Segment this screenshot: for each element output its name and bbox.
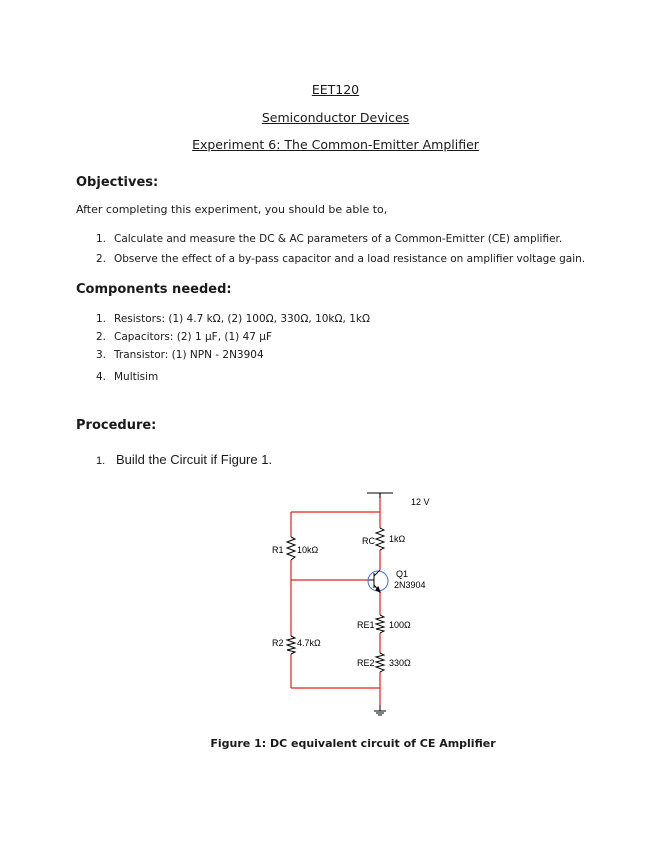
list-item: 2. Capacitors: (2) 1 µF, (1) 47 µF xyxy=(96,331,273,343)
experiment-title: Experiment 6: The Common-Emitter Amplifier xyxy=(192,137,479,152)
course-code: EET120 xyxy=(311,82,360,97)
re2-value: 330Ω xyxy=(389,658,411,668)
re2-resistor xyxy=(376,653,384,672)
re1-name: RE1 xyxy=(357,620,375,630)
r2-value: 4.7kΩ xyxy=(297,638,321,648)
r2-resistor xyxy=(287,636,295,654)
rc-name: RC xyxy=(362,536,375,546)
q1-part: 2N3904 xyxy=(394,580,426,590)
re1-resistor xyxy=(376,615,384,633)
list-item: 3. Transistor: (1) NPN - 2N3904 xyxy=(96,349,264,361)
list-item: 1. Resistors: (1) 4.7 kΩ, (2) 100Ω, 330Ω, 10kΩ, 1kΩ xyxy=(96,313,370,325)
vcc-label: 12 V xyxy=(411,497,430,507)
components-heading: Components needed: xyxy=(76,282,232,297)
figure-caption: Figure 1: DC equivalent circuit of CE Amplifier xyxy=(210,737,496,750)
procedure-heading: Procedure: xyxy=(76,418,157,433)
ground-symbol xyxy=(374,705,386,715)
course-subject: Semiconductor Devices xyxy=(261,110,410,125)
r1-name: R1 xyxy=(272,545,284,555)
q1-name: Q1 xyxy=(396,569,409,579)
r2-name: R2 xyxy=(272,638,284,648)
circuit-wires xyxy=(291,493,380,705)
re1-value: 100Ω xyxy=(389,620,411,630)
r1-value: 10kΩ xyxy=(297,545,319,555)
list-item: 1. Calculate and measure the DC & AC parameters of a Common-Emitter (CE) amplifier. xyxy=(96,233,563,245)
objectives-intro: After completing this experiment, you should be able to, xyxy=(76,203,388,216)
procedure-step: 1. Build the Circuit if Figure 1. xyxy=(96,452,273,467)
transistor-q1 xyxy=(368,570,388,592)
rc-value: 1kΩ xyxy=(389,534,406,544)
objectives-heading: Objectives: xyxy=(76,175,159,190)
list-item: 2. Observe the effect of a by-pass capacitor and a load resistance on amplifier voltage gain. xyxy=(96,253,586,265)
rc-resistor xyxy=(376,528,384,550)
vcc-symbol xyxy=(367,493,393,498)
r1-resistor xyxy=(287,537,295,560)
list-item: 4. Multisim xyxy=(96,371,159,383)
re2-name: RE2 xyxy=(357,658,375,668)
